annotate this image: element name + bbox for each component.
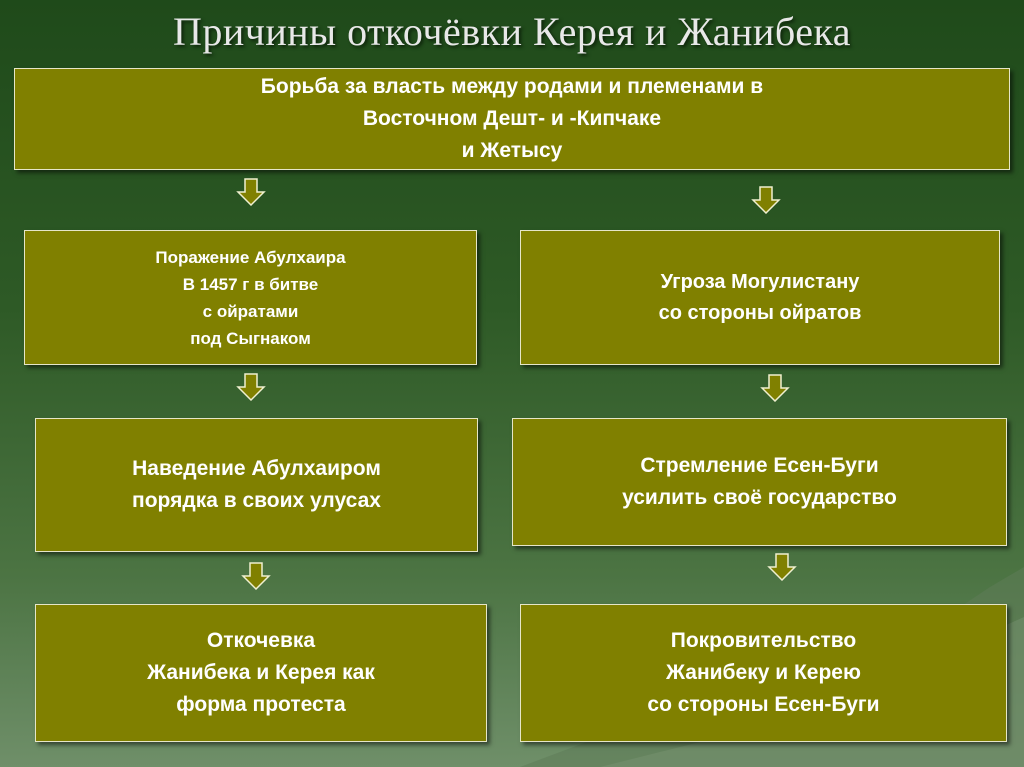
cause-box-left-1-text: Поражение Абулхаира В 1457 г в битве с ойратами под Сыгнаком <box>155 247 346 348</box>
cause-box-right-1 <box>520 230 1000 365</box>
cause-box-left-3 <box>35 604 487 742</box>
slide-title: Причины откочёвки Керея и Жанибека <box>172 9 852 54</box>
cause-box-top <box>14 68 1010 170</box>
cause-box-right-2-text: Стремление Есен-Буги усилить своё государство <box>622 454 897 509</box>
cause-box-right-2 <box>512 418 1007 546</box>
cause-box-left-3-text: Откочевка Жанибека и Керея как форма протеста <box>147 629 375 716</box>
cause-box-left-2-text: Наведение Абулхаиром порядка в своих улусах <box>132 457 381 512</box>
cause-box-left-1 <box>24 230 477 365</box>
cause-box-right-3-text: Покровительство Жанибеку и Керею со стороны Есен-Буги <box>647 629 880 716</box>
down-arrow-icon <box>767 553 797 581</box>
cause-box-right-3 <box>520 604 1007 742</box>
down-arrow-icon <box>236 373 266 401</box>
down-arrow-icon <box>241 562 271 590</box>
cause-box-top-text: Борьба за власть между родами и племенами в Восточном Дешт- и -Кипчаке и Жетысу <box>260 75 764 162</box>
cause-box-right-1-text: Угроза Могулистану со стороны ойратов <box>658 270 862 324</box>
down-arrow-icon <box>236 178 266 206</box>
down-arrow-icon <box>751 186 781 214</box>
down-arrow-icon <box>760 374 790 402</box>
cause-box-left-2 <box>35 418 478 552</box>
